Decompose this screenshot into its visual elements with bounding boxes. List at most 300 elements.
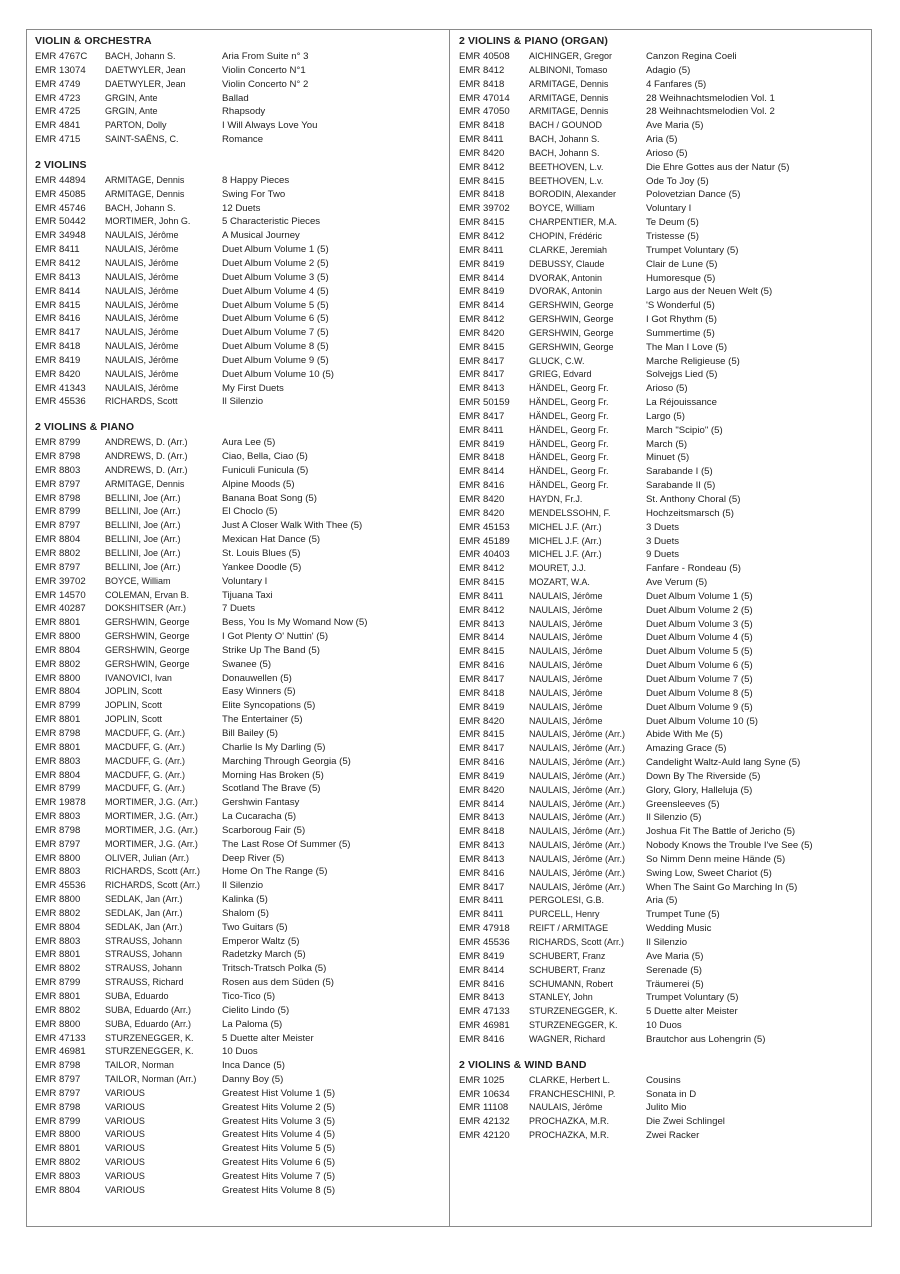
catalog-row [35, 354, 445, 368]
catalog-row [35, 450, 445, 464]
work-title: Alpine Moods (5) [222, 478, 295, 490]
right-column [459, 34, 867, 1154]
catalog-code: EMR 8416 [459, 660, 505, 672]
catalog-row [459, 756, 867, 770]
catalog-row [35, 340, 445, 354]
catalog-code: EMR 8420 [459, 507, 505, 519]
work-title: Abide With Me (5) [646, 729, 723, 741]
catalog-code: EMR 8412 [459, 563, 505, 575]
composer-name: STURZENEGGER, K. [529, 1006, 618, 1017]
catalog-row [35, 907, 445, 921]
catalog-code: EMR 8413 [35, 271, 81, 283]
catalog-row [35, 838, 445, 852]
composer-name: MACDUFF, G. (Arr.) [105, 727, 185, 738]
catalog-code: EMR 4723 [35, 92, 81, 104]
composer-name: BELLINI, Joe (Arr.) [105, 506, 181, 517]
catalog-row [459, 216, 867, 230]
catalog-row [35, 658, 445, 672]
catalog-row [459, 92, 867, 106]
catalog-row [459, 479, 867, 493]
catalog-code: EMR 8797 [35, 838, 81, 850]
work-title: Duet Album Volume 4 (5) [222, 285, 329, 297]
catalog-row [459, 604, 867, 618]
catalog-row [35, 575, 445, 589]
composer-name: NAULAIS, Jérôme (Arr.) [529, 743, 626, 754]
catalog-code: EMR 40508 [459, 51, 510, 62]
catalog-row [459, 881, 867, 895]
work-title: Radetzky March (5) [222, 949, 306, 961]
catalog-row [459, 202, 867, 216]
work-title: March "Scipio" (5) [646, 424, 723, 436]
catalog-code: EMR 8414 [459, 632, 505, 644]
catalog-code: EMR 8417 [459, 881, 505, 893]
catalog-row [35, 976, 445, 990]
catalog-code: EMR 8418 [459, 120, 505, 132]
catalog-code: EMR 47133 [459, 1006, 510, 1018]
catalog-code: EMR 8416 [459, 480, 505, 492]
catalog-code: EMR 4715 [35, 134, 81, 146]
catalog-code: EMR 8416 [459, 757, 505, 769]
left-column [35, 34, 445, 1209]
work-title: Duet Album Volume 10 (5) [222, 368, 334, 380]
composer-name: BOYCE, William [105, 575, 171, 586]
catalog-code: EMR 8799 [35, 506, 81, 518]
catalog-code: EMR 8418 [459, 78, 505, 90]
composer-name: GRIEG, Edvard [529, 369, 592, 380]
work-title: Il Silenzio [222, 880, 264, 892]
work-title: Duet Album Volume 6 (5) [646, 660, 753, 672]
catalog-code: EMR 8802 [35, 963, 81, 975]
composer-name: DVORAK, Antonin [529, 272, 603, 283]
catalog-code: EMR 14570 [35, 589, 86, 601]
catalog-code: EMR 8417 [459, 410, 505, 422]
work-title: La Cucaracha (5) [222, 811, 297, 823]
composer-name: SEDLAK, Jan (Arr.) [105, 907, 183, 918]
catalog-code: EMR 42120 [459, 1130, 510, 1142]
work-title: Ave Maria (5) [646, 950, 704, 962]
work-title: Easy Winners (5) [222, 686, 296, 698]
catalog-code: EMR 8419 [459, 701, 505, 713]
catalog-row [459, 770, 867, 784]
catalog-row [459, 645, 867, 659]
catalog-code: EMR 45153 [459, 521, 510, 533]
work-title: Joshua Fit The Battle of Jericho (5) [646, 826, 796, 838]
catalog-code: EMR 8411 [459, 424, 504, 436]
catalog-code: EMR 8419 [35, 354, 81, 366]
work-title: Arioso (5) [646, 383, 688, 395]
composer-name: GERSHWIN, George [105, 617, 190, 628]
composer-name: DEBUSSY, Claude [529, 258, 605, 269]
work-title: 28 Weihnachtsmelodien Vol. 1 [646, 92, 775, 104]
composer-name: NAULAIS, Jérôme [529, 1102, 603, 1113]
work-title: Swing Low, Sweet Chariot (5) [646, 867, 772, 879]
work-title: Aura Lee (5) [222, 437, 276, 449]
catalog-code: EMR 8412 [459, 314, 505, 326]
catalog-code: EMR 8419 [459, 258, 505, 270]
catalog-code: EMR 8799 [35, 1115, 81, 1127]
catalog-row [459, 410, 867, 424]
catalog-code: EMR 8414 [459, 798, 505, 810]
catalog-code: EMR 8418 [35, 341, 81, 353]
composer-name: BACH, Johann S. [105, 202, 176, 213]
work-title: I Will Always Love You [222, 120, 318, 132]
catalog-row [459, 313, 867, 327]
work-title: Sonata in D [646, 1088, 697, 1100]
catalog-code: EMR 19878 [35, 797, 86, 809]
composer-name: NAULAIS, Jérôme [529, 701, 603, 712]
catalog-code: EMR 8419 [459, 770, 505, 782]
catalog-row [459, 368, 867, 382]
composer-name: DVORAK, Antonin [529, 286, 603, 297]
section-2-violins-piano [35, 420, 445, 1197]
catalog-code: EMR 8415 [35, 299, 81, 311]
composer-name: ANDREWS, D. (Arr.) [105, 451, 188, 462]
work-title: Deep River (5) [222, 852, 285, 864]
work-title: Summertime (5) [646, 327, 715, 339]
composer-name: VARIOUS [105, 1115, 145, 1126]
catalog-code: EMR 8418 [459, 687, 505, 699]
catalog-code: EMR 8800 [35, 1018, 81, 1030]
catalog-code: EMR 8412 [459, 161, 505, 173]
catalog-code: EMR 1025 [459, 1074, 505, 1086]
catalog-row [459, 64, 867, 78]
work-title: Greatest Hits Volume 5 (5) [222, 1143, 336, 1155]
work-title: 'S Wonderful (5) [646, 300, 715, 312]
catalog-row [459, 742, 867, 756]
composer-name: ARMITAGE, Dennis [105, 174, 185, 185]
work-title: Marche Religieuse (5) [646, 355, 740, 367]
composer-name: BELLINI, Joe (Arr.) [105, 561, 181, 572]
catalog-code: EMR 8797 [35, 520, 81, 532]
catalog-row [459, 133, 867, 147]
catalog-code: EMR 47918 [459, 923, 510, 935]
catalog-row [459, 1101, 867, 1115]
work-title: 8 Happy Pieces [222, 174, 290, 186]
composer-name: GERSHWIN, George [529, 341, 614, 352]
composer-name: NAULAIS, Jérôme (Arr.) [529, 881, 626, 892]
work-title: Fanfare - Rondeau (5) [646, 563, 741, 575]
work-title: Duet Album Volume 9 (5) [646, 701, 753, 713]
work-title: Inca Dance (5) [222, 1060, 285, 1072]
catalog-code: EMR 8411 [35, 244, 80, 256]
composer-name: NAULAIS, Jérôme [105, 327, 179, 338]
catalog-code: EMR 8802 [35, 907, 81, 919]
column-divider [449, 29, 450, 1227]
catalog-row [459, 272, 867, 286]
work-title: Duet Album Volume 1 (5) [222, 244, 329, 256]
composer-name: DOKSHITSER (Arr.) [105, 603, 187, 614]
catalog-row [35, 962, 445, 976]
catalog-row [35, 229, 445, 243]
composer-name: ARMITAGE, Dennis [529, 92, 609, 103]
work-title: Il Silenzio [646, 937, 688, 948]
catalog-code: EMR 8803 [35, 1170, 81, 1182]
catalog-row [459, 548, 867, 562]
catalog-row [459, 839, 867, 853]
catalog-row [459, 562, 867, 576]
composer-name: BELLINI, Joe (Arr.) [105, 534, 181, 545]
catalog-row [35, 215, 445, 229]
catalog-code: EMR 8415 [459, 341, 505, 353]
composer-name: NAULAIS, Jérôme (Arr.) [529, 812, 626, 823]
catalog-code: EMR 8801 [35, 991, 81, 1002]
work-title: Tristesse (5) [646, 230, 699, 242]
composer-name: NAULAIS, Jérôme [105, 230, 179, 241]
work-title: Arioso (5) [646, 147, 688, 159]
work-title: Ballad [222, 92, 249, 104]
composer-name: STRAUSS, Johann [105, 949, 183, 960]
composer-name: GERSHWIN, George [105, 658, 190, 669]
work-title: Largo aus der Neuen Welt (5) [646, 286, 773, 298]
work-title: Ave Verum (5) [646, 577, 708, 589]
work-title: Wedding Music [646, 923, 712, 935]
work-title: Violin Concerto N°1 [222, 64, 306, 76]
catalog-code: EMR 8800 [35, 631, 81, 643]
work-title: Swanee (5) [222, 658, 272, 670]
catalog-row [459, 798, 867, 812]
catalog-row [459, 1019, 867, 1033]
catalog-row [459, 1033, 867, 1047]
work-title: Amazing Grace (5) [646, 743, 727, 755]
composer-name: WAGNER, Richard [529, 1033, 606, 1044]
catalog-code: EMR 8799 [35, 977, 81, 989]
work-title: La Réjouissance [646, 397, 717, 409]
section-title: VIOLIN & ORCHESTRA [35, 35, 152, 47]
catalog-code: EMR 47014 [459, 92, 510, 104]
work-title: Duet Album Volume 10 (5) [646, 715, 758, 727]
composer-name: PURCELL, Henry [529, 909, 600, 920]
work-title: Marching Through Georgia (5) [222, 755, 351, 767]
catalog-code: EMR 8419 [459, 438, 505, 450]
work-title: Duet Album Volume 2 (5) [646, 604, 753, 616]
catalog-row [459, 299, 867, 313]
catalog-code: EMR 45536 [459, 937, 510, 948]
catalog-row [35, 299, 445, 313]
composer-name: CLARKE, Jeremiah [529, 244, 608, 255]
work-title: Just A Closer Walk With Thee (5) [222, 520, 363, 532]
catalog-row [459, 355, 867, 369]
catalog-row [35, 685, 445, 699]
composer-name: HAYDN, Fr.J. [529, 494, 583, 504]
catalog-row [459, 493, 867, 507]
work-title: St. Louis Blues (5) [222, 548, 301, 559]
composer-name: HÄNDEL, Georg Fr. [529, 383, 609, 394]
catalog-row [459, 1074, 867, 1088]
work-title: Die Zwei Schlingel [646, 1116, 725, 1128]
work-title: Emperor Waltz (5) [222, 935, 300, 947]
catalog-code: EMR 8412 [459, 64, 505, 76]
catalog-row [459, 147, 867, 161]
work-title: Banana Boat Song (5) [222, 492, 317, 504]
catalog-code: EMR 8800 [35, 1129, 81, 1141]
composer-name: SUBA, Eduardo [105, 991, 169, 1001]
catalog-code: EMR 8416 [459, 867, 505, 879]
composer-name: BORODIN, Alexander [529, 189, 617, 200]
catalog-row [35, 1184, 445, 1198]
work-title: Largo (5) [646, 410, 685, 422]
catalog-code: EMR 4841 [35, 120, 81, 132]
catalog-row [459, 258, 867, 272]
composer-name: NAULAIS, Jérôme [529, 660, 603, 671]
composer-name: MACDUFF, G. (Arr.) [105, 755, 185, 766]
work-title: Cousins [646, 1074, 681, 1086]
catalog-code: EMR 8413 [459, 840, 505, 852]
composer-name: OLIVER, Julian (Arr.) [105, 852, 190, 863]
composer-name: MICHEL J.F. (Arr.) [529, 521, 602, 532]
catalog-row [35, 368, 445, 382]
composer-name: REIFT / ARMITAGE [529, 923, 609, 934]
catalog-code: EMR 8411 [459, 244, 504, 256]
work-title: Rhapsody [222, 106, 266, 118]
composer-name: MOZART, W.A. [529, 577, 590, 588]
catalog-row [35, 78, 445, 92]
work-title: Solvejgs Lied (5) [646, 369, 718, 381]
work-title: 28 Weihnachtsmelodien Vol. 2 [646, 106, 775, 118]
composer-name: GLUCK, C.W. [529, 355, 585, 366]
catalog-row [35, 119, 445, 133]
work-title: Duet Album Volume 8 (5) [646, 687, 753, 699]
work-title: My First Duets [222, 382, 284, 394]
work-title: Danny Boy (5) [222, 1074, 284, 1086]
catalog-row [459, 576, 867, 590]
catalog-row [459, 105, 867, 119]
catalog-code: EMR 10634 [459, 1088, 510, 1100]
work-title: Elite Syncopations (5) [222, 700, 316, 712]
catalog-code: EMR 46981 [459, 1020, 510, 1032]
composer-name: PROCHAZKA, M.R. [529, 1130, 610, 1141]
catalog-row [35, 755, 445, 769]
catalog-code: EMR 8415 [459, 577, 505, 589]
composer-name: CLARKE, Herbert L. [529, 1074, 611, 1085]
composer-name: HÄNDEL, Georg Fr. [529, 424, 609, 435]
composer-name: ARMITAGE, Dennis [529, 106, 609, 117]
work-title: Die Ehre Gottes aus der Natur (5) [646, 161, 790, 173]
work-title: Cielito Lindo (5) [222, 1004, 290, 1016]
catalog-row [35, 1032, 445, 1046]
work-title: A Musical Journey [222, 230, 300, 242]
catalog-code: EMR 8416 [35, 313, 81, 325]
catalog-row [459, 784, 867, 798]
catalog-row [459, 936, 867, 950]
catalog-row [35, 257, 445, 271]
catalog-code: EMR 8803 [35, 755, 81, 767]
catalog-code: EMR 8800 [35, 672, 81, 684]
work-title: Duet Album Volume 8 (5) [222, 341, 329, 353]
catalog-code: EMR 8414 [459, 466, 505, 478]
catalog-code: EMR 8412 [35, 257, 81, 269]
composer-name: SCHUMANN, Robert [529, 978, 614, 989]
composer-name: NAULAIS, Jérôme (Arr.) [529, 757, 626, 768]
composer-name: SCHUBERT, Franz [529, 950, 606, 961]
catalog-code: EMR 8415 [459, 646, 505, 658]
catalog-row [35, 1101, 445, 1115]
work-title: La Paloma (5) [222, 1018, 283, 1030]
catalog-row [459, 950, 867, 964]
work-title: Nobody Knows the Trouble I've See (5) [646, 840, 813, 852]
catalog-code: EMR 8804 [35, 686, 81, 698]
catalog-code: EMR 45085 [35, 188, 86, 200]
work-title: Brautchor aus Lohengrin (5) [646, 1033, 766, 1045]
catalog-code: EMR 8798 [35, 1060, 81, 1072]
catalog-code: EMR 4749 [35, 78, 81, 90]
catalog-code: EMR 8413 [459, 383, 505, 395]
catalog-row [35, 1142, 445, 1156]
catalog-code: EMR 8415 [459, 217, 505, 229]
catalog-code: EMR 8414 [35, 285, 81, 297]
work-title: Rosen aus dem Süden (5) [222, 977, 334, 989]
catalog-row [35, 713, 445, 727]
catalog-code: EMR 44894 [35, 174, 86, 186]
catalog-row [459, 687, 867, 701]
work-title: Voluntary I [222, 575, 268, 587]
section-title: 2 VIOLINS & PIANO [35, 421, 135, 434]
catalog-row [35, 202, 445, 216]
catalog-row [459, 465, 867, 479]
catalog-code: EMR 8420 [459, 327, 505, 339]
catalog-row [459, 451, 867, 465]
catalog-code: EMR 45536 [35, 880, 86, 892]
work-title: 4 Fanfares (5) [646, 78, 707, 90]
composer-name: JOPLIN, Scott [105, 686, 163, 697]
work-title: Donauwellen (5) [222, 672, 292, 684]
catalog-row [459, 825, 867, 839]
work-title: Candelight Waltz-Auld lang Syne (5) [646, 757, 801, 769]
catalog-code: EMR 8799 [35, 437, 81, 449]
catalog-code: EMR 8802 [35, 548, 81, 559]
catalog-row [459, 978, 867, 992]
work-title: Duet Album Volume 6 (5) [222, 313, 329, 325]
work-title: 7 Duets [222, 603, 256, 615]
work-title: Glory, Glory, Halleluja (5) [646, 784, 753, 796]
catalog-code: EMR 50159 [459, 397, 510, 409]
work-title: Aria (5) [646, 895, 678, 907]
catalog-code: EMR 8417 [459, 743, 505, 755]
work-title: Minuet (5) [646, 452, 690, 464]
catalog-code: EMR 8413 [459, 812, 505, 824]
catalog-code: EMR 8804 [35, 921, 81, 933]
catalog-row [35, 782, 445, 796]
catalog-row [459, 244, 867, 258]
work-title: Home On The Range (5) [222, 866, 328, 878]
composer-name: NAULAIS, Jérôme [529, 632, 603, 643]
composer-name: HÄNDEL, Georg Fr. [529, 438, 609, 449]
composer-name: VARIOUS [105, 1129, 145, 1140]
catalog-row [35, 990, 445, 1004]
work-title: Greatest Hits Volume 4 (5) [222, 1129, 336, 1141]
work-title: Down By The Riverside (5) [646, 770, 761, 782]
work-title: Träumerei (5) [646, 978, 704, 990]
catalog-row [459, 631, 867, 645]
work-title: Charlie Is My Darling (5) [222, 741, 326, 753]
composer-name: BELLINI, Joe (Arr.) [105, 520, 181, 531]
composer-name: NAULAIS, Jérôme (Arr.) [529, 826, 626, 837]
catalog-row [35, 547, 445, 561]
catalog-row [459, 894, 867, 908]
catalog-code: EMR 8802 [35, 1157, 81, 1169]
catalog-code: EMR 8415 [459, 729, 505, 741]
work-title: Greensleeves (5) [646, 798, 720, 810]
catalog-code: EMR 8419 [459, 286, 505, 298]
composer-name: NAULAIS, Jérôme (Arr.) [529, 729, 626, 740]
section-title: 2 VIOLINS & PIANO (ORGAN) [459, 35, 608, 47]
catalog-row [35, 519, 445, 533]
work-title: Greatest Hits Volume 6 (5) [222, 1157, 336, 1169]
composer-name: VARIOUS [105, 1170, 145, 1181]
work-title: Serenade (5) [646, 964, 702, 976]
composer-name: ARMITAGE, Dennis [105, 478, 185, 489]
catalog-code: EMR 8804 [35, 1184, 81, 1196]
composer-name: NAULAIS, Jérôme (Arr.) [529, 798, 626, 809]
